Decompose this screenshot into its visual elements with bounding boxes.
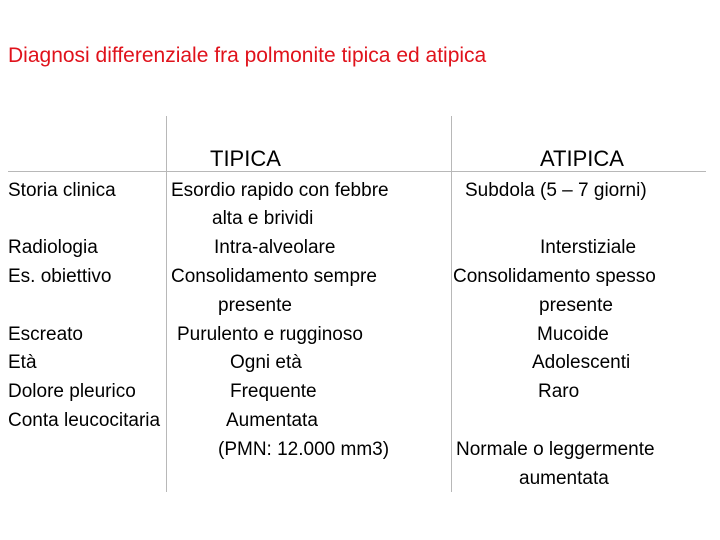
- atipica-radiologia: Interstiziale: [540, 237, 637, 258]
- row-label-conta-leucocitaria: Conta leucocitaria: [8, 410, 161, 431]
- atipica-obiettivo-line1: Consolidamento spesso: [453, 266, 656, 287]
- atipica-escreato: Mucoide: [537, 324, 609, 345]
- tipica-storia-line2: alta e brividi: [212, 208, 314, 229]
- tipica-storia-line1: Esordio rapido con febbre: [171, 180, 389, 201]
- tipica-radiologia: Intra-alveolare: [214, 237, 336, 258]
- row-label-radiologia: Radiologia: [8, 237, 98, 258]
- atipica-eta: Adolescenti: [532, 352, 631, 373]
- column-divider-right: [451, 116, 452, 492]
- row-label-eta: Età: [8, 352, 37, 373]
- tipica-dolore: Frequente: [230, 381, 317, 402]
- tipica-escreato: Purulento e rugginoso: [177, 324, 363, 345]
- tipica-leucociti-line1: Aumentata: [226, 410, 318, 431]
- atipica-storia-line1: Subdola (5 – 7 giorni): [465, 180, 647, 201]
- tipica-eta: Ogni età: [230, 352, 302, 373]
- atipica-dolore: Raro: [538, 381, 580, 402]
- atipica-leucociti-line2: aumentata: [519, 468, 609, 489]
- row-label-storia-clinica: Storia clinica: [8, 180, 116, 201]
- column-divider-left: [166, 116, 167, 492]
- tipica-obiettivo-line1: Consolidamento sempre: [171, 266, 377, 287]
- row-label-escreato: Escreato: [8, 324, 83, 345]
- tipica-leucociti-line2: (PMN: 12.000 mm3): [218, 439, 390, 460]
- atipica-leucociti-line1: Normale o leggermente: [456, 439, 655, 460]
- atipica-obiettivo-line2: presente: [539, 295, 613, 316]
- row-label-esame-obiettivo: Es. obiettivo: [8, 266, 112, 287]
- slide-title: Diagnosi differenziale fra polmonite tipica ed atipica: [8, 44, 487, 67]
- tipica-obiettivo-line2: presente: [218, 295, 292, 316]
- column-header-atipica: ATIPICA: [540, 146, 624, 171]
- row-label-dolore-pleurico: Dolore pleurico: [8, 381, 136, 402]
- column-header-tipica: TIPICA: [210, 146, 281, 171]
